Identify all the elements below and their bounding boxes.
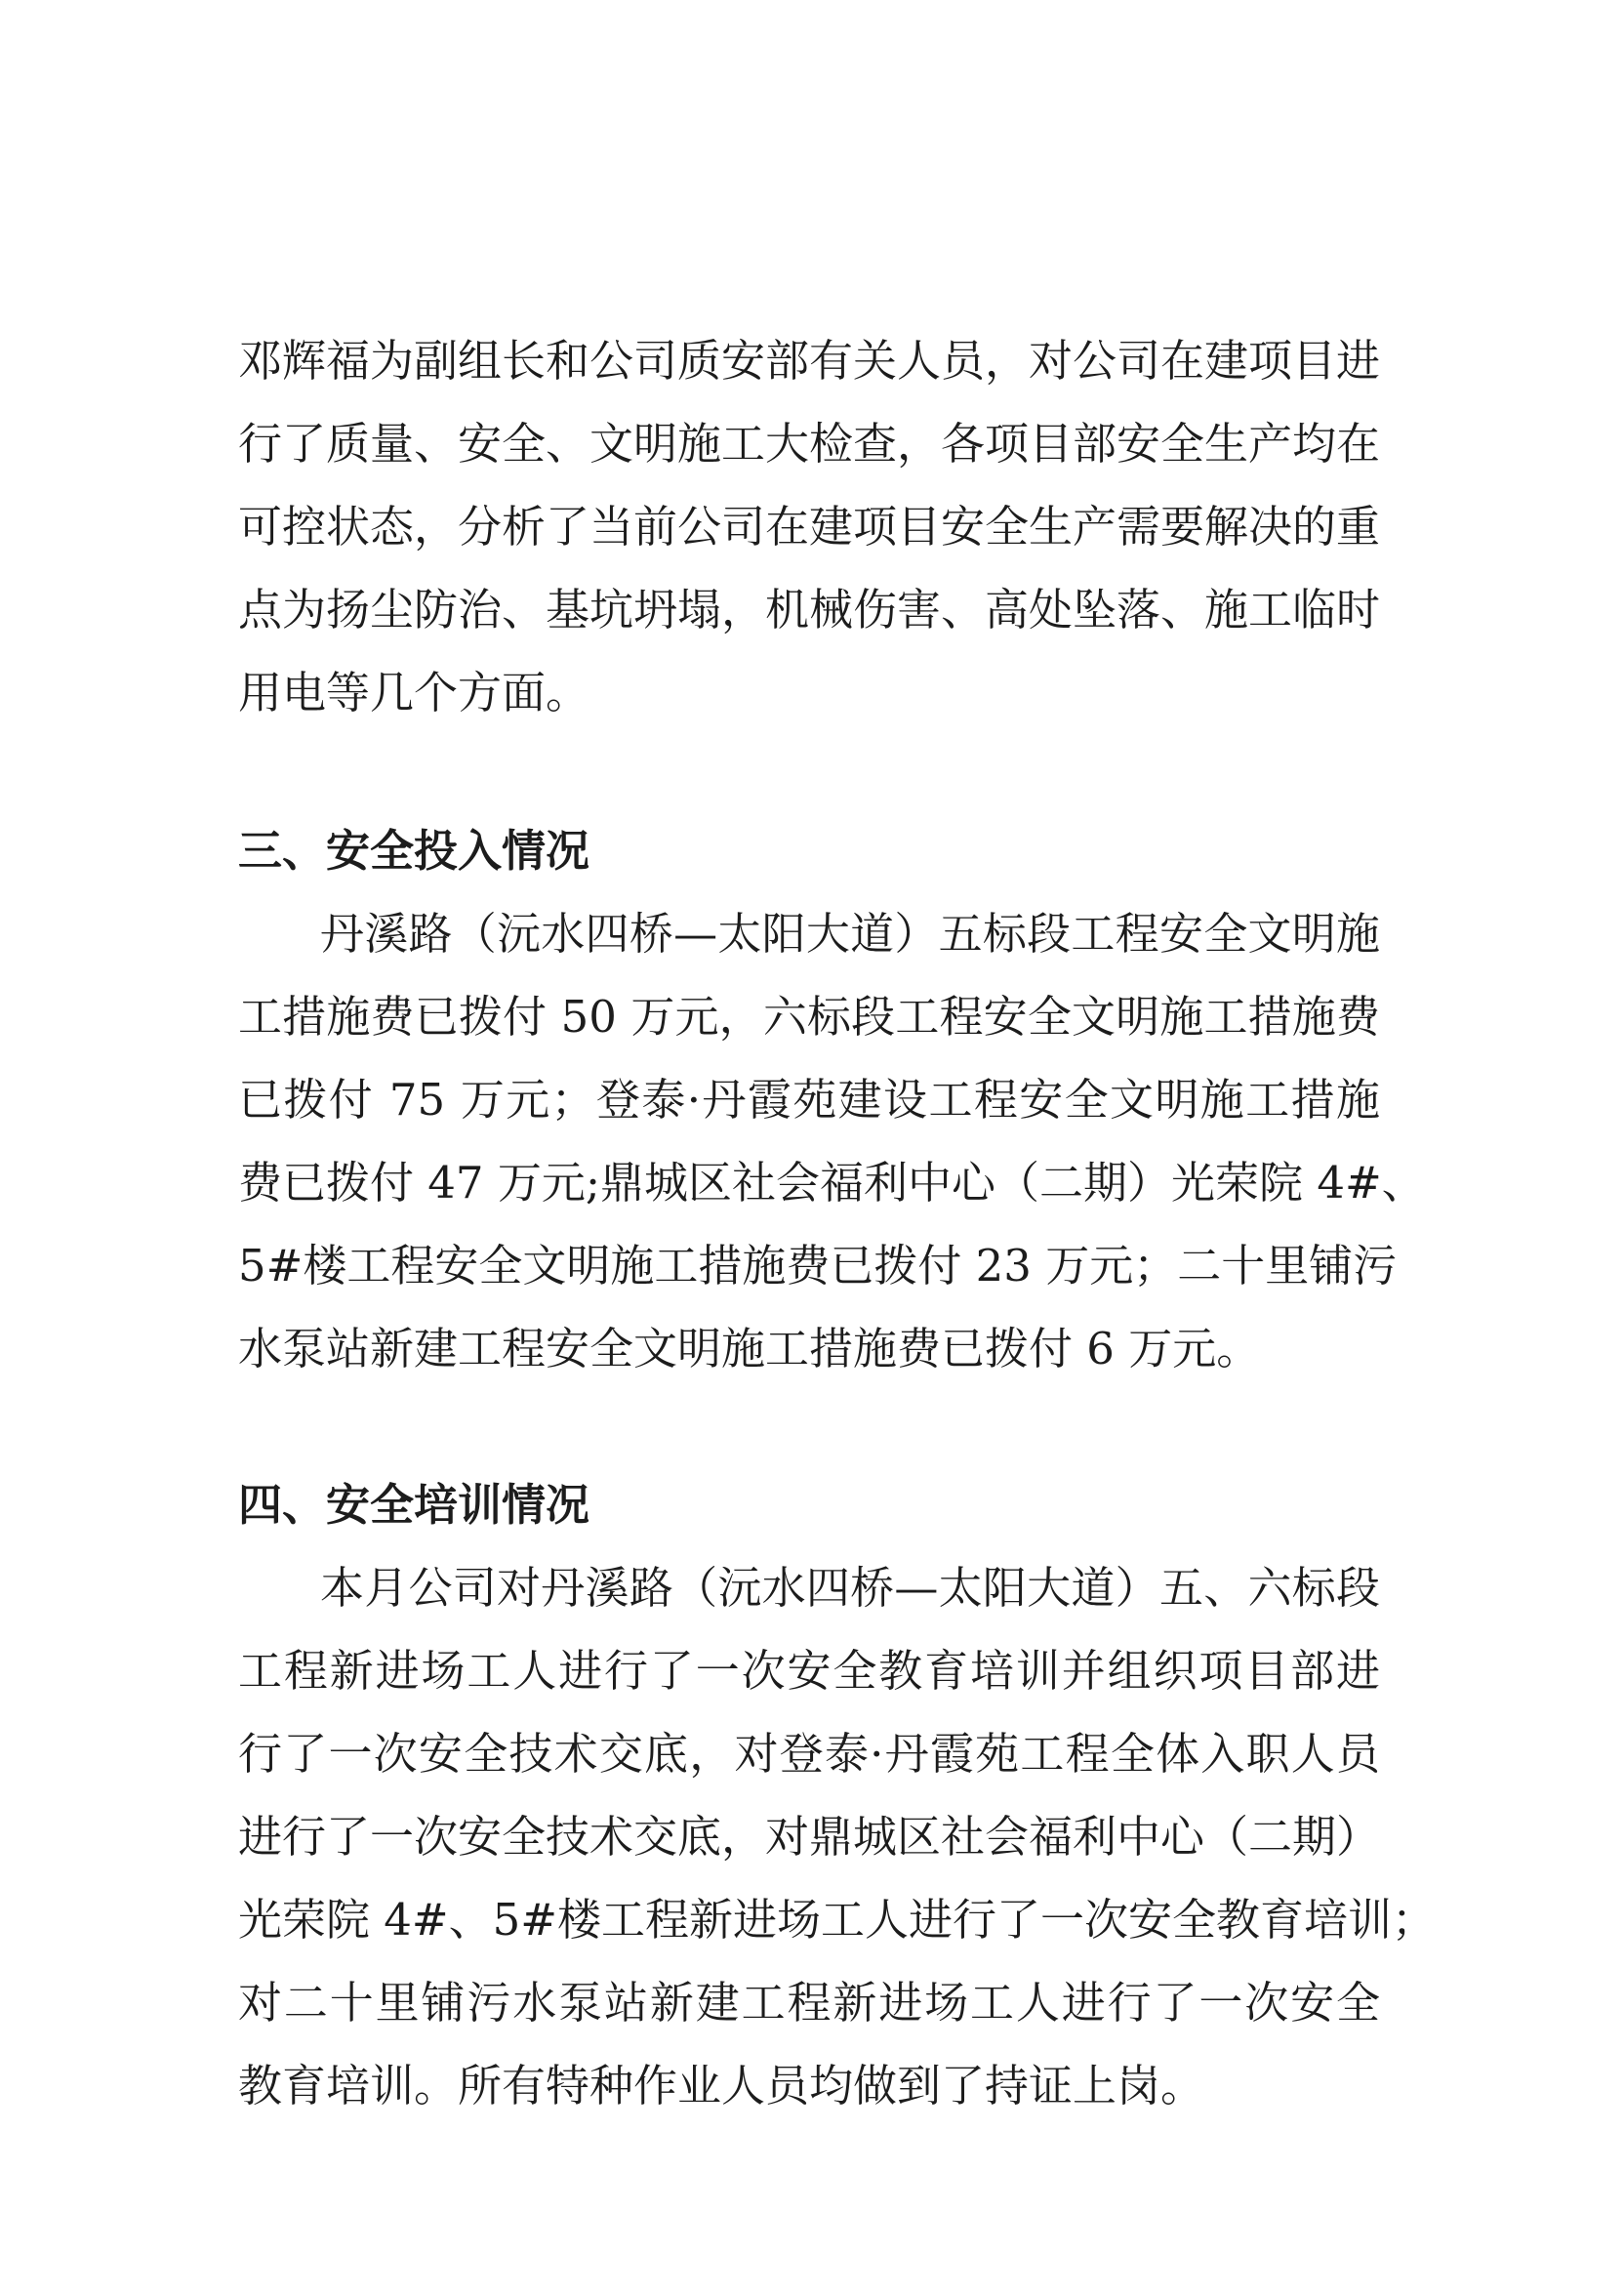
paragraph-line: 行了一次安全技术交底，对登泰·丹霞苑工程全体入职人员 xyxy=(238,1728,1380,1780)
paragraph-line: 对二十里铺污水泵站新建工程新进场工人进行了一次安全 xyxy=(238,1977,1380,2029)
paragraph-line: 进行了一次安全技术交底，对鼎城区社会福利中心（二期） xyxy=(238,1811,1381,1863)
paragraph-line: 邓辉福为副组长和公司质安部有关人员，对公司在建项目进 xyxy=(238,335,1381,387)
paragraph-line: 可控状态，分析了当前公司在建项目安全生产需要解决的重 xyxy=(238,501,1381,553)
paragraph-line: 本月公司对丹溪路（沅水四桥—太阳大道）五、六标段 xyxy=(320,1562,1380,1614)
paragraph-line: 5#楼工程安全文明施工措施费已拨付 23 万元；二十里铺污 xyxy=(238,1240,1398,1292)
paragraph-line: 点为扬尘防治、基坑坍塌，机械伤害、高处坠落、施工临时 xyxy=(238,584,1381,636)
paragraph-line: 工措施费已拨付 50 万元，六标段工程安全文明施工措施费 xyxy=(238,991,1380,1043)
paragraph-line: 光荣院 4#、5#楼工程新进场工人进行了一次安全教育培训； xyxy=(238,1894,1436,1946)
section-heading-safety-investment: 三、安全投入情况 xyxy=(238,825,590,877)
paragraph-line: 行了质量、安全、文明施工大检查，各项目部安全生产均在 xyxy=(238,418,1381,470)
paragraph-line: 工程新进场工人进行了一次安全教育培训并组织项目部进 xyxy=(238,1645,1380,1697)
paragraph-line: 教育培训。所有特种作业人员均做到了持证上岗。 xyxy=(238,2060,1205,2112)
paragraph-line: 丹溪路（沅水四桥—太阳大道）五标段工程安全文明施 xyxy=(320,908,1380,960)
section-heading-safety-training: 四、安全培训情况 xyxy=(238,1479,590,1531)
paragraph-line: 已拨付 75 万元；登泰·丹霞苑建设工程安全文明施工措施 xyxy=(238,1074,1380,1126)
paragraph-line: 水泵站新建工程安全文明施工措施费已拨付 6 万元。 xyxy=(238,1323,1261,1374)
paragraph-line: 用电等几个方面。 xyxy=(238,667,590,718)
paragraph-line: 费已拨付 47 万元;鼎城区社会福利中心（二期）光荣院 4#、 xyxy=(238,1157,1426,1209)
